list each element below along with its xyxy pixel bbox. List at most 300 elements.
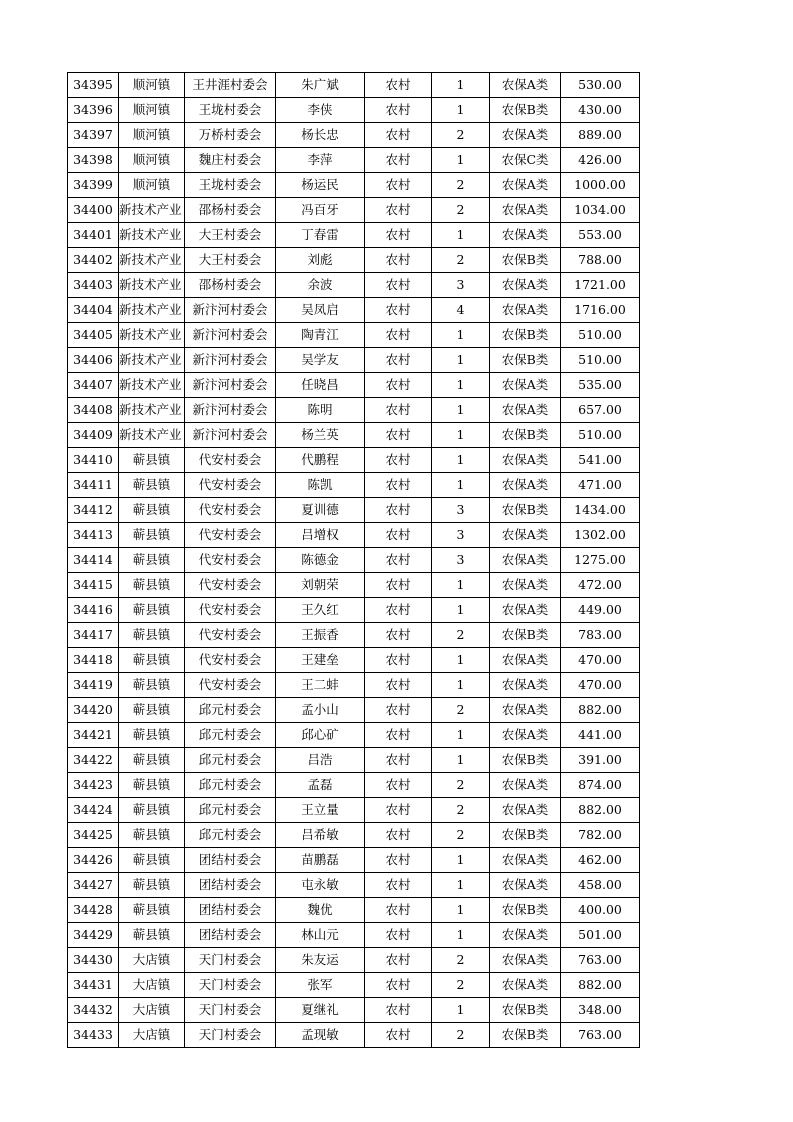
amount-cell: 471.00 — [561, 473, 640, 498]
area-type-cell: 农村 — [365, 173, 432, 198]
insurance-class-cell: 农保A类 — [490, 698, 561, 723]
insurance-class-cell: 农保B类 — [490, 623, 561, 648]
village-committee-cell: 团结村委会 — [185, 873, 276, 898]
record-id-cell: 34407 — [68, 373, 119, 398]
household-count-cell: 2 — [432, 198, 490, 223]
area-type-cell: 农村 — [365, 423, 432, 448]
table-row — [68, 173, 640, 198]
town-cell: 大店镇 — [119, 948, 185, 973]
town-cell: 大店镇 — [119, 973, 185, 998]
household-count-cell: 4 — [432, 298, 490, 323]
table-row — [68, 898, 640, 923]
person-name-cell: 任晓昌 — [276, 373, 365, 398]
table-row — [68, 498, 640, 523]
area-type-cell: 农村 — [365, 673, 432, 698]
town-cell: 顺河镇 — [119, 148, 185, 173]
area-type-cell: 农村 — [365, 73, 432, 98]
record-id-cell: 34416 — [68, 598, 119, 623]
person-name-cell: 苗鹏磊 — [276, 848, 365, 873]
table-row — [68, 648, 640, 673]
household-count-cell: 1 — [432, 923, 490, 948]
town-cell: 蕲县镇 — [119, 748, 185, 773]
record-id-cell: 34432 — [68, 998, 119, 1023]
amount-cell: 657.00 — [561, 398, 640, 423]
town-cell: 蕲县镇 — [119, 773, 185, 798]
area-type-cell: 农村 — [365, 573, 432, 598]
amount-cell: 348.00 — [561, 998, 640, 1023]
amount-cell: 1275.00 — [561, 548, 640, 573]
amount-cell: 1034.00 — [561, 198, 640, 223]
household-count-cell: 2 — [432, 623, 490, 648]
town-cell: 大店镇 — [119, 1023, 185, 1048]
town-cell: 蕲县镇 — [119, 598, 185, 623]
area-type-cell: 农村 — [365, 548, 432, 573]
amount-cell: 391.00 — [561, 748, 640, 773]
household-count-cell: 2 — [432, 698, 490, 723]
insurance-class-cell: 农保B类 — [490, 898, 561, 923]
household-count-cell: 1 — [432, 648, 490, 673]
town-cell: 新技术产业 — [119, 323, 185, 348]
area-type-cell: 农村 — [365, 523, 432, 548]
insurance-class-cell: 农保A类 — [490, 273, 561, 298]
table-row — [68, 948, 640, 973]
household-count-cell: 1 — [432, 373, 490, 398]
village-committee-cell: 新汴河村委会 — [185, 373, 276, 398]
amount-cell: 541.00 — [561, 448, 640, 473]
household-count-cell: 1 — [432, 848, 490, 873]
amount-cell: 1000.00 — [561, 173, 640, 198]
insurance-class-cell: 农保A类 — [490, 923, 561, 948]
record-id-cell: 34396 — [68, 98, 119, 123]
area-type-cell: 农村 — [365, 973, 432, 998]
village-committee-cell: 代安村委会 — [185, 473, 276, 498]
town-cell: 新技术产业 — [119, 398, 185, 423]
area-type-cell: 农村 — [365, 648, 432, 673]
person-name-cell: 吕浩 — [276, 748, 365, 773]
record-id-cell: 34408 — [68, 398, 119, 423]
amount-cell: 782.00 — [561, 823, 640, 848]
village-committee-cell: 新汴河村委会 — [185, 398, 276, 423]
area-type-cell: 农村 — [365, 373, 432, 398]
town-cell: 蕲县镇 — [119, 923, 185, 948]
town-cell: 新技术产业 — [119, 423, 185, 448]
record-id-cell: 34424 — [68, 798, 119, 823]
amount-cell: 470.00 — [561, 673, 640, 698]
table-row — [68, 723, 640, 748]
table-row — [68, 998, 640, 1023]
insurance-class-cell: 农保A类 — [490, 598, 561, 623]
record-id-cell: 34417 — [68, 623, 119, 648]
table-row — [68, 1023, 640, 1048]
town-cell: 新技术产业 — [119, 348, 185, 373]
table-row — [68, 248, 640, 273]
village-committee-cell: 王垅村委会 — [185, 98, 276, 123]
person-name-cell: 王立量 — [276, 798, 365, 823]
household-count-cell: 1 — [432, 873, 490, 898]
town-cell: 蕲县镇 — [119, 548, 185, 573]
village-committee-cell: 天门村委会 — [185, 1023, 276, 1048]
area-type-cell: 农村 — [365, 223, 432, 248]
household-count-cell: 1 — [432, 473, 490, 498]
insurance-class-cell: 农保A类 — [490, 573, 561, 598]
amount-cell: 462.00 — [561, 848, 640, 873]
household-count-cell: 1 — [432, 323, 490, 348]
person-name-cell: 魏优 — [276, 898, 365, 923]
amount-cell: 763.00 — [561, 1023, 640, 1048]
amount-cell: 553.00 — [561, 223, 640, 248]
village-committee-cell: 邵杨村委会 — [185, 273, 276, 298]
village-committee-cell: 邱元村委会 — [185, 823, 276, 848]
household-count-cell: 1 — [432, 73, 490, 98]
insurance-class-cell: 农保B类 — [490, 823, 561, 848]
area-type-cell: 农村 — [365, 198, 432, 223]
household-count-cell: 2 — [432, 1023, 490, 1048]
person-name-cell: 陶青江 — [276, 323, 365, 348]
area-type-cell: 农村 — [365, 1023, 432, 1048]
table-row — [68, 198, 640, 223]
record-id-cell: 34426 — [68, 848, 119, 873]
person-name-cell: 朱友运 — [276, 948, 365, 973]
insurance-class-cell: 农保A类 — [490, 548, 561, 573]
person-name-cell: 林山元 — [276, 923, 365, 948]
insurance-class-cell: 农保A类 — [490, 448, 561, 473]
village-committee-cell: 团结村委会 — [185, 848, 276, 873]
table-row — [68, 373, 640, 398]
household-count-cell: 2 — [432, 173, 490, 198]
table-row — [68, 623, 640, 648]
household-count-cell: 1 — [432, 348, 490, 373]
area-type-cell: 农村 — [365, 273, 432, 298]
household-count-cell: 1 — [432, 98, 490, 123]
person-name-cell: 夏继礼 — [276, 998, 365, 1023]
household-count-cell: 1 — [432, 423, 490, 448]
town-cell: 蕲县镇 — [119, 573, 185, 598]
table-row — [68, 798, 640, 823]
amount-cell: 472.00 — [561, 573, 640, 598]
village-committee-cell: 王垅村委会 — [185, 173, 276, 198]
village-committee-cell: 魏庄村委会 — [185, 148, 276, 173]
table-row — [68, 98, 640, 123]
village-committee-cell: 代安村委会 — [185, 673, 276, 698]
town-cell: 新技术产业 — [119, 198, 185, 223]
amount-cell: 535.00 — [561, 373, 640, 398]
person-name-cell: 屯永敏 — [276, 873, 365, 898]
table-row — [68, 973, 640, 998]
record-id-cell: 34401 — [68, 223, 119, 248]
record-id-cell: 34402 — [68, 248, 119, 273]
person-name-cell: 余波 — [276, 273, 365, 298]
record-id-cell: 34421 — [68, 723, 119, 748]
village-committee-cell: 大王村委会 — [185, 223, 276, 248]
town-cell: 蕲县镇 — [119, 823, 185, 848]
area-type-cell: 农村 — [365, 923, 432, 948]
record-id-cell: 34406 — [68, 348, 119, 373]
village-committee-cell: 团结村委会 — [185, 923, 276, 948]
record-id-cell: 34397 — [68, 123, 119, 148]
town-cell: 新技术产业 — [119, 373, 185, 398]
village-committee-cell: 天门村委会 — [185, 998, 276, 1023]
record-id-cell: 34413 — [68, 523, 119, 548]
area-type-cell: 农村 — [365, 998, 432, 1023]
insurance-class-cell: 农保B类 — [490, 498, 561, 523]
record-id-cell: 34410 — [68, 448, 119, 473]
record-id-cell: 34395 — [68, 73, 119, 98]
insurance-class-cell: 农保A类 — [490, 73, 561, 98]
insurance-class-cell: 农保A类 — [490, 298, 561, 323]
person-name-cell: 杨运民 — [276, 173, 365, 198]
insurance-class-cell: 农保A类 — [490, 948, 561, 973]
table-body — [68, 73, 640, 1048]
record-id-cell: 34430 — [68, 948, 119, 973]
person-name-cell: 张军 — [276, 973, 365, 998]
town-cell: 蕲县镇 — [119, 523, 185, 548]
amount-cell: 1721.00 — [561, 273, 640, 298]
household-count-cell: 1 — [432, 398, 490, 423]
insurance-class-cell: 农保B类 — [490, 748, 561, 773]
amount-cell: 874.00 — [561, 773, 640, 798]
amount-cell: 430.00 — [561, 98, 640, 123]
person-name-cell: 邱心矿 — [276, 723, 365, 748]
area-type-cell: 农村 — [365, 948, 432, 973]
table-row — [68, 348, 640, 373]
household-count-cell: 2 — [432, 773, 490, 798]
village-committee-cell: 团结村委会 — [185, 898, 276, 923]
village-committee-cell: 新汴河村委会 — [185, 423, 276, 448]
insurance-class-cell: 农保A类 — [490, 848, 561, 873]
person-name-cell: 吕希敏 — [276, 823, 365, 848]
table-row — [68, 448, 640, 473]
area-type-cell: 农村 — [365, 723, 432, 748]
area-type-cell: 农村 — [365, 298, 432, 323]
area-type-cell: 农村 — [365, 98, 432, 123]
insurance-class-cell: 农保A类 — [490, 398, 561, 423]
area-type-cell: 农村 — [365, 698, 432, 723]
town-cell: 蕲县镇 — [119, 848, 185, 873]
area-type-cell: 农村 — [365, 623, 432, 648]
town-cell: 蕲县镇 — [119, 448, 185, 473]
area-type-cell: 农村 — [365, 473, 432, 498]
village-committee-cell: 新汴河村委会 — [185, 323, 276, 348]
record-id-cell: 34405 — [68, 323, 119, 348]
person-name-cell: 刘彪 — [276, 248, 365, 273]
record-id-cell: 34399 — [68, 173, 119, 198]
household-count-cell: 1 — [432, 148, 490, 173]
amount-cell: 501.00 — [561, 923, 640, 948]
area-type-cell: 农村 — [365, 773, 432, 798]
insurance-class-cell: 农保B类 — [490, 423, 561, 448]
record-id-cell: 34419 — [68, 673, 119, 698]
person-name-cell: 代鹏程 — [276, 448, 365, 473]
record-id-cell: 34414 — [68, 548, 119, 573]
table-row — [68, 148, 640, 173]
village-committee-cell: 代安村委会 — [185, 498, 276, 523]
household-count-cell: 3 — [432, 273, 490, 298]
amount-cell: 788.00 — [561, 248, 640, 273]
village-committee-cell: 邱元村委会 — [185, 798, 276, 823]
household-count-cell: 2 — [432, 948, 490, 973]
village-committee-cell: 万桥村委会 — [185, 123, 276, 148]
village-committee-cell: 大王村委会 — [185, 248, 276, 273]
records-table — [67, 72, 640, 1048]
village-committee-cell: 代安村委会 — [185, 623, 276, 648]
record-id-cell: 34400 — [68, 198, 119, 223]
record-id-cell: 34428 — [68, 898, 119, 923]
town-cell: 新技术产业 — [119, 273, 185, 298]
area-type-cell: 农村 — [365, 148, 432, 173]
amount-cell: 882.00 — [561, 973, 640, 998]
area-type-cell: 农村 — [365, 598, 432, 623]
record-id-cell: 34412 — [68, 498, 119, 523]
person-name-cell: 冯百牙 — [276, 198, 365, 223]
household-count-cell: 1 — [432, 573, 490, 598]
table-row — [68, 548, 640, 573]
amount-cell: 426.00 — [561, 148, 640, 173]
household-count-cell: 2 — [432, 973, 490, 998]
record-id-cell: 34409 — [68, 423, 119, 448]
insurance-class-cell: 农保A类 — [490, 173, 561, 198]
town-cell: 蕲县镇 — [119, 873, 185, 898]
person-name-cell: 孟小山 — [276, 698, 365, 723]
table-row — [68, 823, 640, 848]
person-name-cell: 丁春雷 — [276, 223, 365, 248]
person-name-cell: 陈德金 — [276, 548, 365, 573]
area-type-cell: 农村 — [365, 398, 432, 423]
table-row — [68, 523, 640, 548]
area-type-cell: 农村 — [365, 823, 432, 848]
table-row — [68, 73, 640, 98]
person-name-cell: 王二蚌 — [276, 673, 365, 698]
town-cell: 新技术产业 — [119, 298, 185, 323]
insurance-class-cell: 农保A类 — [490, 648, 561, 673]
town-cell: 蕲县镇 — [119, 698, 185, 723]
person-name-cell: 吕增权 — [276, 523, 365, 548]
village-committee-cell: 邱元村委会 — [185, 773, 276, 798]
village-committee-cell: 邱元村委会 — [185, 748, 276, 773]
town-cell: 顺河镇 — [119, 73, 185, 98]
insurance-class-cell: 农保A类 — [490, 773, 561, 798]
record-id-cell: 34404 — [68, 298, 119, 323]
person-name-cell: 李侠 — [276, 98, 365, 123]
person-name-cell: 王久红 — [276, 598, 365, 623]
insurance-class-cell: 农保A类 — [490, 473, 561, 498]
record-id-cell: 34403 — [68, 273, 119, 298]
table-row — [68, 673, 640, 698]
household-count-cell: 1 — [432, 723, 490, 748]
amount-cell: 882.00 — [561, 798, 640, 823]
insurance-class-cell: 农保A类 — [490, 523, 561, 548]
amount-cell: 1716.00 — [561, 298, 640, 323]
area-type-cell: 农村 — [365, 848, 432, 873]
insurance-class-cell: 农保A类 — [490, 198, 561, 223]
insurance-class-cell: 农保A类 — [490, 723, 561, 748]
insurance-class-cell: 农保A类 — [490, 973, 561, 998]
town-cell: 蕲县镇 — [119, 498, 185, 523]
household-count-cell: 3 — [432, 498, 490, 523]
amount-cell: 530.00 — [561, 73, 640, 98]
household-count-cell: 1 — [432, 998, 490, 1023]
area-type-cell: 农村 — [365, 348, 432, 373]
record-id-cell: 34411 — [68, 473, 119, 498]
table-row — [68, 423, 640, 448]
village-committee-cell: 代安村委会 — [185, 523, 276, 548]
household-count-cell: 3 — [432, 523, 490, 548]
insurance-class-cell: 农保B类 — [490, 323, 561, 348]
village-committee-cell: 邱元村委会 — [185, 698, 276, 723]
person-name-cell: 杨长忠 — [276, 123, 365, 148]
amount-cell: 441.00 — [561, 723, 640, 748]
amount-cell: 763.00 — [561, 948, 640, 973]
record-id-cell: 34423 — [68, 773, 119, 798]
person-name-cell: 孟现敏 — [276, 1023, 365, 1048]
person-name-cell: 吴凤启 — [276, 298, 365, 323]
table-row — [68, 273, 640, 298]
insurance-class-cell: 农保A类 — [490, 873, 561, 898]
household-count-cell: 1 — [432, 673, 490, 698]
town-cell: 蕲县镇 — [119, 473, 185, 498]
table-row — [68, 398, 640, 423]
person-name-cell: 刘朝荣 — [276, 573, 365, 598]
amount-cell: 458.00 — [561, 873, 640, 898]
insurance-class-cell: 农保B类 — [490, 248, 561, 273]
person-name-cell: 夏训德 — [276, 498, 365, 523]
record-id-cell: 34398 — [68, 148, 119, 173]
person-name-cell: 李萍 — [276, 148, 365, 173]
person-name-cell: 吴学友 — [276, 348, 365, 373]
record-id-cell: 34425 — [68, 823, 119, 848]
amount-cell: 400.00 — [561, 898, 640, 923]
table-row — [68, 573, 640, 598]
town-cell: 顺河镇 — [119, 173, 185, 198]
village-committee-cell: 邵杨村委会 — [185, 198, 276, 223]
town-cell: 大店镇 — [119, 998, 185, 1023]
insurance-class-cell: 农保A类 — [490, 223, 561, 248]
town-cell: 新技术产业 — [119, 248, 185, 273]
village-committee-cell: 天门村委会 — [185, 948, 276, 973]
village-committee-cell: 代安村委会 — [185, 648, 276, 673]
amount-cell: 510.00 — [561, 348, 640, 373]
record-id-cell: 34420 — [68, 698, 119, 723]
household-count-cell: 2 — [432, 248, 490, 273]
village-committee-cell: 王井涯村委会 — [185, 73, 276, 98]
insurance-class-cell: 农保A类 — [490, 123, 561, 148]
household-count-cell: 3 — [432, 548, 490, 573]
area-type-cell: 农村 — [365, 798, 432, 823]
table-row — [68, 848, 640, 873]
insurance-class-cell: 农保B类 — [490, 348, 561, 373]
amount-cell: 449.00 — [561, 598, 640, 623]
amount-cell: 1302.00 — [561, 523, 640, 548]
person-name-cell: 陈凯 — [276, 473, 365, 498]
village-committee-cell: 邱元村委会 — [185, 723, 276, 748]
household-count-cell: 1 — [432, 223, 490, 248]
town-cell: 新技术产业 — [119, 223, 185, 248]
amount-cell: 882.00 — [561, 698, 640, 723]
amount-cell: 510.00 — [561, 423, 640, 448]
table-row — [68, 748, 640, 773]
area-type-cell: 农村 — [365, 248, 432, 273]
town-cell: 顺河镇 — [119, 123, 185, 148]
record-id-cell: 34427 — [68, 873, 119, 898]
table-row — [68, 323, 640, 348]
town-cell: 顺河镇 — [119, 98, 185, 123]
record-id-cell: 34429 — [68, 923, 119, 948]
table-row — [68, 773, 640, 798]
village-committee-cell: 代安村委会 — [185, 573, 276, 598]
table-row — [68, 598, 640, 623]
town-cell: 蕲县镇 — [119, 723, 185, 748]
record-id-cell: 34415 — [68, 573, 119, 598]
area-type-cell: 农村 — [365, 873, 432, 898]
